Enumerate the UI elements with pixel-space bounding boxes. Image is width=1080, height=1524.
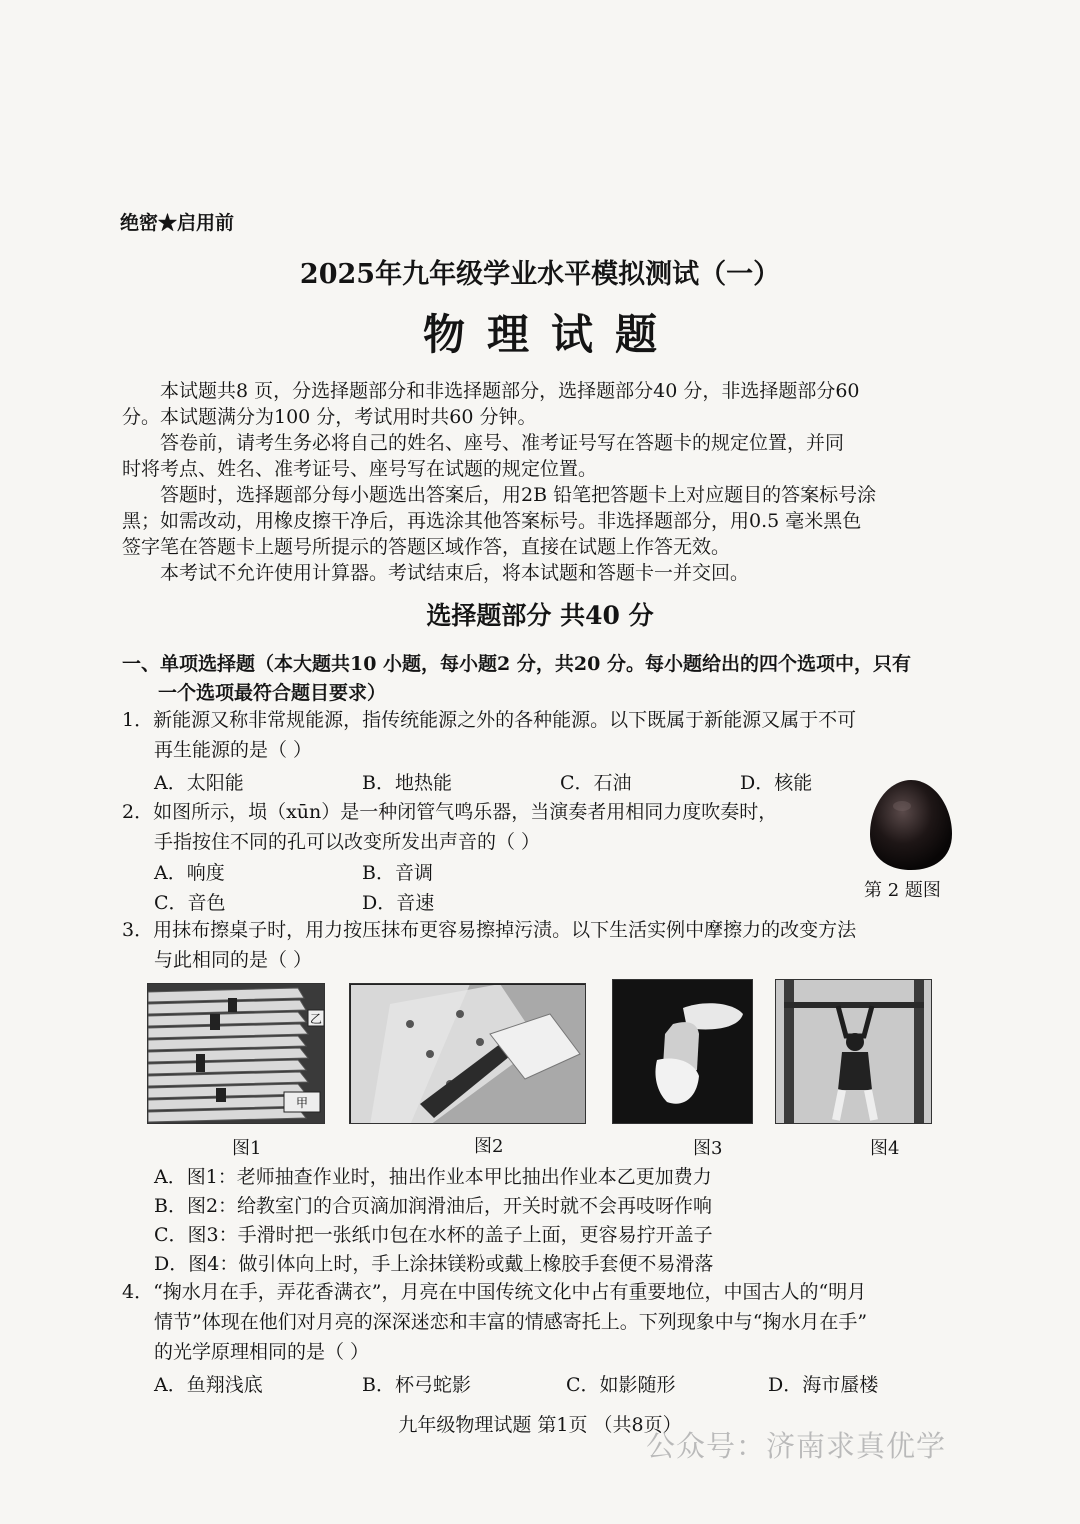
question-4-stem-cont2: 的光学原理相同的是（ ）: [154, 1341, 370, 1363]
question-1-option-c: C．石油: [560, 772, 632, 794]
instruction-1: 本试题共8 页，分选择题部分和非选择题部分，选择题部分40 分，非选择题部分60 分。本试题满分为100 分，考试用时共60 分钟。: [122, 380, 860, 428]
subject-title: 物理试题: [422, 310, 679, 359]
question-1-option-d: D．核能: [740, 772, 813, 794]
question-4-option-a: A．鱼翔浅底: [154, 1374, 263, 1396]
instruction-4: 本考试不允许使用计算器。考试结束后，将本试题和答题卡一并交回。: [160, 562, 750, 584]
question-1-option-a: A．太阳能: [154, 772, 244, 794]
section-title: 选择题部分 共40 分: [426, 601, 654, 630]
question-3-option-c: C．图3：手滑时把一张纸巾包在水杯的盖子上面，更容易拧开盖子: [154, 1224, 713, 1246]
question-2-option-c: C．音色: [154, 892, 226, 914]
question-2-option-d: D．音速: [362, 892, 435, 914]
part-heading-cont: 一个选项最符合题目要求）: [158, 682, 387, 704]
question-3-option-d: D．图4：做引体向上时，手上涂抹镁粉或戴上橡胶手套便不易滑落: [154, 1253, 714, 1275]
confidential-mark: 绝密★启用前: [120, 212, 235, 234]
question-1-stem: 1．新能源又称非常规能源，指传统能源之外的各种能源。以下既属于新能源又属于不可: [122, 709, 857, 731]
question-2-figure-caption: 第 2 题图: [864, 880, 941, 901]
figure-3-caption: 图3: [693, 1138, 723, 1159]
page-footer: 九年级物理试题 第1页 （共8页）: [398, 1414, 682, 1436]
question-2-stem: 2．如图所示，埙（xūn）是一种闭管气鸣乐器，当演奏者用相同力度吹奏时，: [122, 801, 778, 823]
exam-title: 2025年九年级学业水平模拟测试（一）: [299, 259, 781, 290]
figure-1-label-yi: 乙: [309, 1012, 323, 1026]
instruction-3: 答题时，选择题部分每小题选出答案后，用2B 铅笔把答题卡上对应题目的答案标号涂 黑；如需改动，用橡皮擦干净后，再选涂其他答案标号。非选择题部分，用0.5 毫米黑色 签字笔在答题卡上题号所提示的答题区域作答，直接在试题上作答无效。: [122, 484, 877, 558]
xun-instrument-image: [868, 778, 954, 872]
figure-4-caption: 图4: [870, 1138, 900, 1159]
question-4-option-b: B．杯弓蛇影: [362, 1374, 471, 1396]
figure-1-label-jia: 甲: [295, 1096, 309, 1110]
question-1-option-b: B．地热能: [362, 772, 452, 794]
question-4-stem-cont: 情节”体现在他们对月亮的深深迷恋和丰富的情感寄托上。下列现象中与“掬水月在手”: [154, 1311, 868, 1333]
question-2-stem-cont: 手指按住不同的孔可以改变所发出声音的（ ）: [154, 831, 541, 853]
watermark: 公众号：济南求真优学: [646, 1429, 947, 1463]
figure-3-cup-towel-image: [612, 979, 753, 1124]
instruction-2: 答卷前，请考生务必将自己的姓名、座号、准考证号写在答题卡的规定位置，并同 时将考点、姓名、准考证号、座号写在试题的规定位置。: [122, 432, 845, 480]
question-3-stem-cont: 与此相同的是（ ）: [154, 949, 313, 971]
question-4-option-c: C．如影随形: [566, 1374, 676, 1396]
question-2-option-a: A．响度: [154, 862, 225, 884]
question-4-option-d: D．海市蜃楼: [768, 1374, 879, 1396]
figure-2-hinge-oil-image: [349, 983, 586, 1124]
question-1-stem-cont: 再生能源的是（ ）: [154, 739, 313, 761]
figure-2-caption: 图2: [474, 1136, 504, 1157]
question-3-option-a: A．图1：老师抽查作业时，抽出作业本甲比抽出作业本乙更加费力: [154, 1166, 712, 1188]
question-3-option-b: B．图2：给教室门的合页滴加润滑油后，开关时就不会再吱呀作响: [154, 1195, 713, 1217]
figure-1-notebooks-image: [147, 983, 325, 1124]
question-2-option-b: B．音调: [362, 862, 433, 884]
question-3-stem: 3．用抹布擦桌子时，用力按压抹布更容易擦掉污渍。以下生活实例中摩擦力的改变方法: [122, 919, 857, 941]
figure-4-pullup-image: [775, 979, 932, 1124]
question-4-stem: 4．“掬水月在手，弄花香满衣”，月亮在中国传统文化中占有重要地位，中国古人的“明月: [122, 1281, 867, 1303]
figure-1-caption: 图1: [232, 1138, 262, 1159]
part-heading: 一、单项选择题（本大题共10 小题，每小题2 分，共20 分。每小题给出的四个选项中，只有: [122, 653, 911, 675]
